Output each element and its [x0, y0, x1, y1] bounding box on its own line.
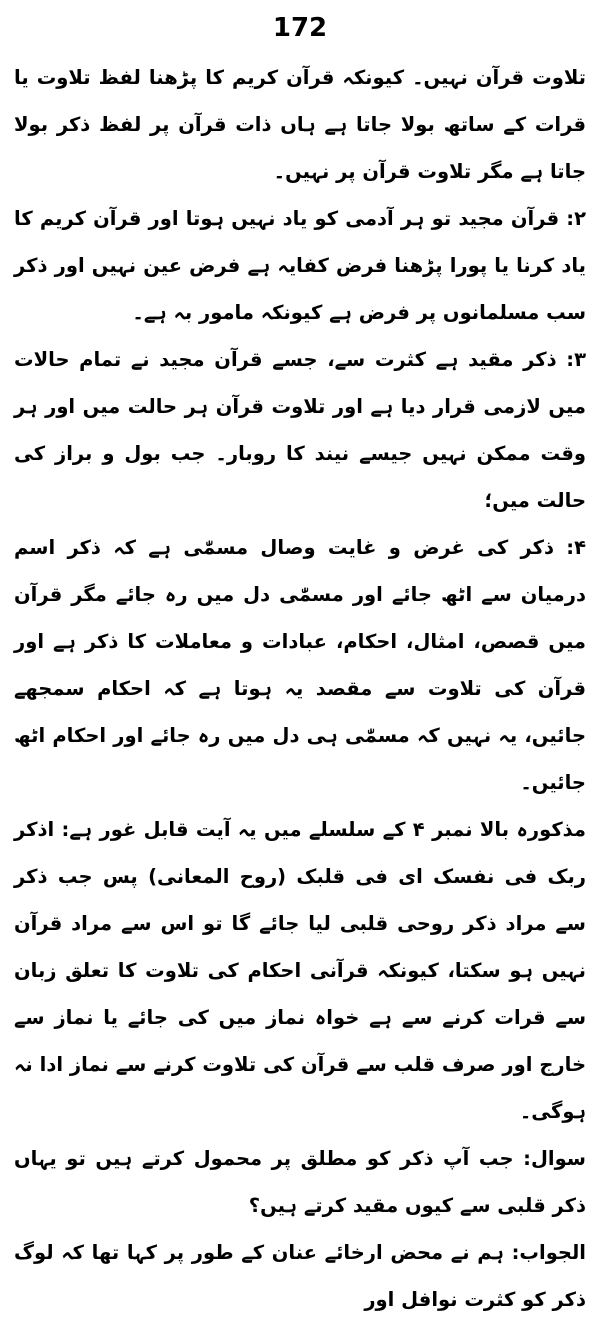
paragraph-point-2: ۲: قرآن مجید تو ہر آدمی کو یاد نہیں ہوتا اور قرآن کریم کا یاد کرنا یا پورا پڑھنا فرض کفایہ ہے فرض عین نہیں اور ذکر سب مسلمانوں پر فرض ہے کیونکہ مامور بہ ہے۔	[14, 207, 586, 324]
paragraph-point-3: ۳: ذکر مقید ہے کثرت سے، جسے قرآن مجید نے تمام حالات میں لازمی قرار دیا ہے اور تلاوت قرآن ہر حالت میں اور ہر وقت ممکن نہیں جیسے نیند کا روبار۔ جب بول و براز کی حالت میں؛	[14, 348, 586, 512]
paragraph-answer: الجواب: ہم نے محض ارخائے عنان کے طور پر کہا تھا کہ لوگ ذکر کو کثرت نوافل اور	[14, 1241, 586, 1311]
paragraph-question: سوال: جب آپ ذکر کو مطلق پر محمول کرتے ہیں تو یہاں ذکر قلبی سے کیوں مقید کرتے ہیں؟	[14, 1147, 586, 1217]
page-body	[14, 54, 586, 1323]
paragraph-point-4: ۴: ذکر کی غرض و غایت وصال مسمّٰی ہے کہ ذکر اسم درمیان سے اٹھ جائے اور مسمّٰی دل میں رہ جائے مگر قرآن میں قصص، امثال، احکام، عبادات و معاملات کا ذکر ہے اور قرآن کی تلاوت سے مقصد یہ ہوتا ہے کہ احکام سمجھے جائیں، یہ نہیں کہ مسمّٰی ہی دل میں رہ جائے اور احکام اٹھ جائیں۔	[14, 536, 586, 794]
paragraph-intro: تلاوت قرآن نہیں۔ کیونکہ قرآن کریم کا پڑھنا لفظ تلاوت یا قرات کے ساتھ بولا جاتا ہے ہاں ذات قرآن پر لفظ ذکر بولا جاتا ہے مگر تلاوت قرآن پر نہیں۔	[14, 66, 586, 183]
paragraph-ayat-note: مذکورہ بالا نمبر ۴ کے سلسلے میں یہ آیت قابل غور ہے: اذکر ربک فی نفسک ای فی قلبک (روح المعانی) پس جب ذکر سے مراد ذکر روحی قلبی لیا جائے گا تو اس سے مراد قرآن نہیں ہو سکتا، کیونکہ قرآنی احکام کی تلاوت کا تعلق زبان سے قرات کرنے سے ہے خواہ نماز میں کی جائے یا نماز سے خارج اور صرف قلب سے قرآن کی تلاوت کرنے سے نماز ادا نہ ہوگی۔	[14, 818, 587, 1123]
page-number: 172	[272, 13, 328, 43]
